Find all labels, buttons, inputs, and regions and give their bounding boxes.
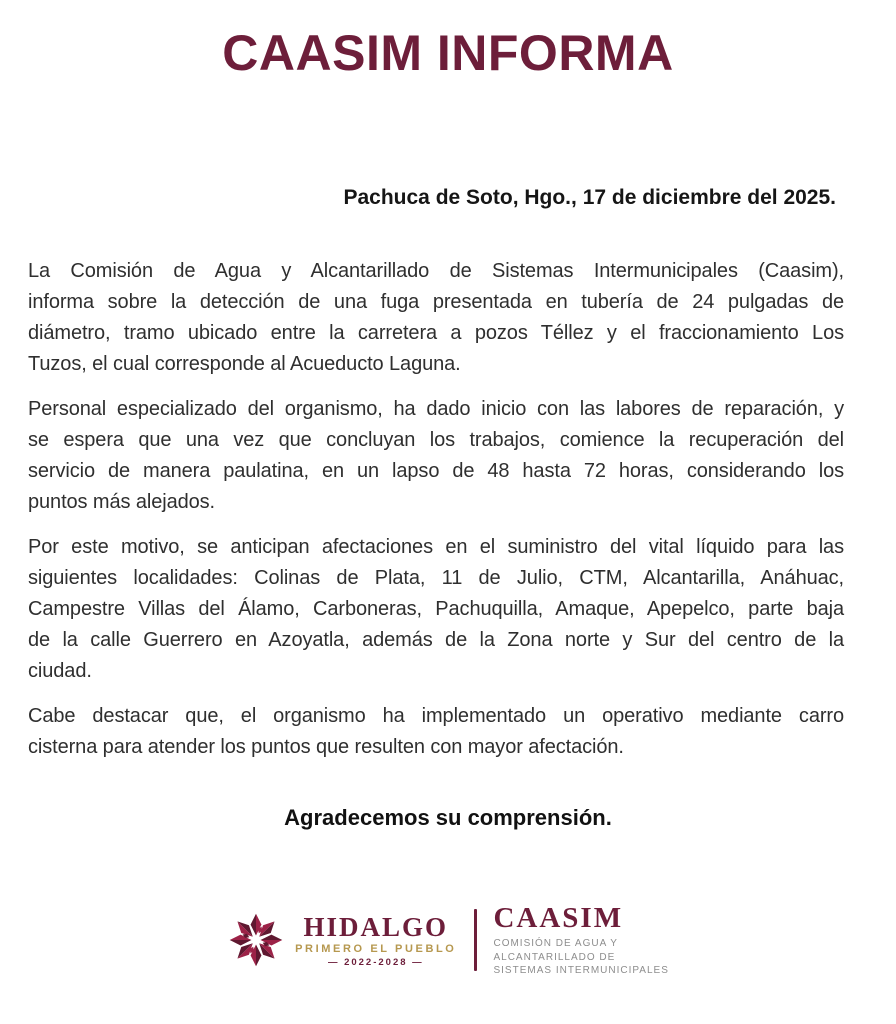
body-line: puntos más alejados. — [28, 491, 216, 513]
body-line: diámetro, tramo ubicado entre la carretera a pozos Téllez y el fraccionamiento Los — [28, 322, 844, 344]
hidalgo-period — [295, 957, 456, 968]
body-line: se espera que una vez que concluyan los trabajos, comience la recuperación del — [28, 429, 844, 451]
logo-divider — [474, 909, 477, 971]
period-dash-left: — — [327, 956, 340, 968]
caasim-logo — [493, 903, 668, 978]
caasim-wordmark: CAASIM — [493, 902, 624, 934]
announcement-body — [28, 256, 844, 763]
hidalgo-slogan: PRIMERO EL PUEBLO — [295, 942, 457, 955]
body-line: de la calle Guerrero en Azoyatla, además de la Zona norte y Sur del centro de la — [28, 629, 844, 651]
paragraph-water-trucks — [28, 701, 844, 763]
announcement-page — [0, 24, 896, 1024]
paragraph-affected-localities — [28, 532, 844, 687]
body-line: Cabe destacar que, el organismo ha implementado un operativo mediante carro — [28, 705, 844, 727]
body-line: Campestre Villas del Álamo, Carboneras, Pachuquilla, Amaque, Apepelco, parte baja — [28, 598, 844, 620]
paragraph-leak-detection — [28, 256, 844, 380]
body-line: La Comisión de Agua y Alcantarillado de Sistemas Intermunicipales (Caasim), — [28, 260, 844, 282]
paragraph-repair-works — [28, 394, 844, 518]
hidalgo-logo — [295, 913, 456, 968]
body-line: servicio de manera paulatina, en un lapso de 48 hasta 72 horas, considerando los — [28, 460, 844, 482]
period-dash-right: — — [412, 956, 424, 968]
hidalgo-wordmark: HIDALGO — [303, 911, 449, 942]
period-years: 2022-2028 — [344, 956, 408, 968]
body-line: Personal especializado del organismo, ha dado inicio con las labores de reparación, y — [28, 398, 844, 420]
body-line: siguientes localidades: Colinas de Plata, 11 de Julio, CTM, Alcantarilla, Anáhuac, — [28, 567, 844, 589]
body-line: Tuzos, el cual corresponde al Acueducto Laguna. — [28, 353, 461, 375]
hidalgo-star-icon — [227, 908, 285, 972]
body-line: ciudad. — [28, 660, 92, 682]
caasim-description-line: COMISIÓN DE AGUA Y — [493, 938, 618, 949]
footer-logos — [0, 903, 896, 978]
body-line: Por este motivo, se anticipan afectaciones en el suministro del vital líquido para las — [28, 536, 844, 558]
dateline: Pachuca de Soto, Hgo., 17 de diciembre del 2025. — [343, 186, 836, 209]
page-title: CAASIM INFORMA — [222, 25, 674, 81]
caasim-description-line: ALCANTARILLADO DE — [493, 951, 616, 963]
caasim-description — [493, 937, 668, 978]
body-line: cisterna para atender los puntos que resulten con mayor afectación. — [28, 736, 624, 758]
closing-note: Agradecemos su comprensión. — [284, 805, 612, 830]
body-line: informa sobre la detección de una fuga presentada en tubería de 24 pulgadas de — [28, 291, 844, 313]
caasim-description-line: SISTEMAS INTERMUNICIPALES — [493, 965, 669, 976]
